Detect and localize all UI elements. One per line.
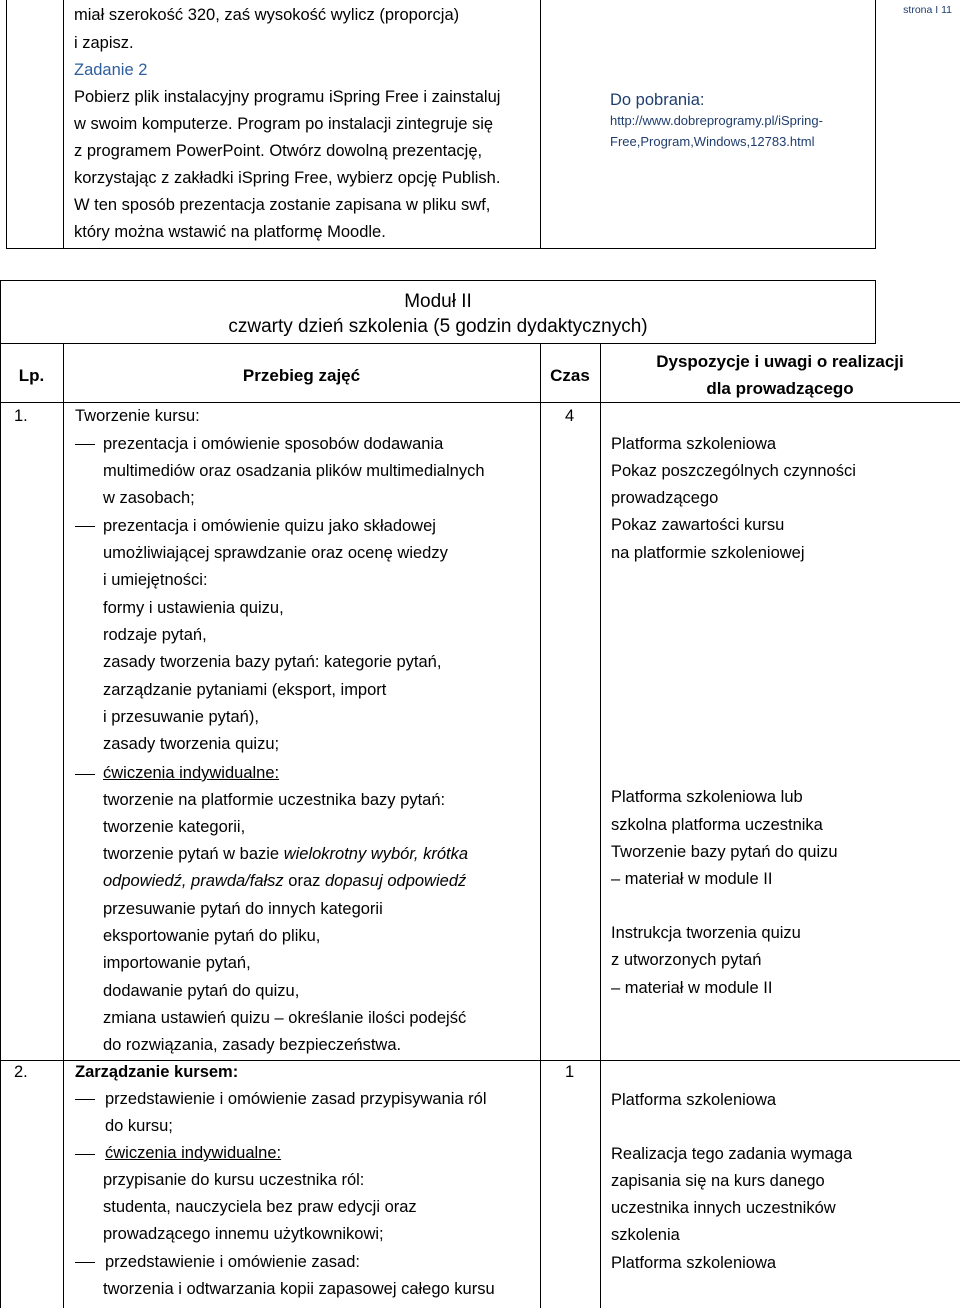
remark: Platforma szkoleniowa lub xyxy=(611,788,803,806)
list-item: przypisanie do kursu uczestnika ról: xyxy=(103,1171,365,1189)
list-item: tworzenie na platformie uczestnika bazy pytań: xyxy=(103,791,446,809)
list-item: eksportowanie pytań do pliku, xyxy=(103,927,321,945)
duration: 1 xyxy=(565,1063,575,1081)
remark: Platforma szkoleniowa xyxy=(611,1254,777,1272)
list-item: multimediów oraz osadzania plików multimedialnych xyxy=(103,462,485,480)
top-text-line: Pobierz plik instalacyjny programu iSpring Free i zainstaluj xyxy=(74,88,501,106)
top-text-line: i zapisz. xyxy=(74,34,134,52)
remark: Realizacja tego zadania wymaga xyxy=(611,1145,853,1163)
exercises-heading: ćwiczenia indywidualne: xyxy=(103,764,280,782)
list-item: formy i ustawienia quizu, xyxy=(103,599,284,617)
header-przebieg: Przebieg zajęć xyxy=(242,366,361,385)
dash-bullet xyxy=(75,444,95,445)
remark: szkolenia xyxy=(611,1226,680,1244)
row-number: 1. xyxy=(14,407,28,425)
top-text-line: korzystając z zakładki iSpring Free, wybierz opcję Publish. xyxy=(74,169,501,187)
dash-bullet xyxy=(75,526,95,527)
top-text-line: miał szerokość 320, zaś wysokość wylicz (proporcja) xyxy=(74,6,460,24)
remark: Platforma szkoleniowa xyxy=(611,1091,777,1109)
row-number: 2. xyxy=(14,1063,28,1081)
top-text-line: W ten sposób prezentacja zostanie zapisana w pliku swf, xyxy=(74,196,491,214)
list-item: zasady tworzenia bazy pytań: kategorie pytań, xyxy=(103,653,442,671)
dash-bullet xyxy=(75,1262,95,1263)
download-link[interactable]: http://www.dobreprogramy.pl/iSpring- xyxy=(610,113,823,128)
list-item: prowadzącego innemu użytkownikowi; xyxy=(103,1225,384,1243)
list-item: tworzenie kategorii, xyxy=(103,818,246,836)
list-item: dodawanie pytań do quizu, xyxy=(103,982,300,1000)
section-title: Tworzenie kursu: xyxy=(75,407,200,425)
task-heading: Zadanie 2 xyxy=(74,61,148,79)
list-item: zasady tworzenia quizu; xyxy=(103,735,280,753)
module-subtitle: czwarty dzień szkolenia (5 godzin dydaktycznych) xyxy=(228,316,648,337)
remark: szkolna platforma uczestnika xyxy=(611,816,823,834)
duration: 4 xyxy=(565,407,575,425)
remark: – materiał w module II xyxy=(611,870,773,888)
download-label: Do pobrania: xyxy=(610,91,705,109)
list-item: do kursu; xyxy=(105,1117,173,1135)
dash-bullet xyxy=(75,1154,95,1155)
header-dyspozycje: Dyspozycje i uwagi o realizacji xyxy=(656,352,904,371)
header-czas: Czas xyxy=(550,366,590,385)
remark: Platforma szkoleniowa xyxy=(611,435,777,453)
remark: Pokaz zawartości kursu xyxy=(611,516,785,534)
remark: – materiał w module II xyxy=(611,979,773,997)
dash-bullet xyxy=(75,1099,95,1100)
top-text-line: z programem PowerPoint. Otwórz dowolną prezentację, xyxy=(74,142,483,160)
list-item: importowanie pytań, xyxy=(103,954,251,972)
text-span-italic: odpowiedź, prawda/fałsz xyxy=(103,872,284,890)
list-item xyxy=(103,841,468,868)
remark: z utworzonych pytań xyxy=(611,951,762,969)
list-item: do rozwiązania, zasady bezpieczeństwa. xyxy=(103,1036,402,1054)
module-title: Moduł II xyxy=(404,291,472,312)
top-text-line: który można wstawić na platformę Moodle. xyxy=(74,223,386,241)
text-span: oraz xyxy=(283,872,325,890)
exercises-heading: ćwiczenia indywidualne: xyxy=(105,1144,282,1162)
page-number: strona I 11 xyxy=(903,4,952,16)
remark: Tworzenie bazy pytań do quizu xyxy=(611,843,838,861)
list-item: i przesuwanie pytań), xyxy=(103,708,259,726)
remark: Instrukcja tworzenia quizu xyxy=(611,924,801,942)
remark: zapisania się na kurs danego xyxy=(611,1172,825,1190)
top-text-line: w swoim komputerze. Program po instalacji zintegruje się xyxy=(74,115,494,133)
list-item: prezentacja i omówienie quizu jako składowej xyxy=(103,517,436,535)
dash-bullet xyxy=(75,774,95,775)
list-item: tworzenia i odtwarzania kopii zapasowej całego kursu xyxy=(103,1280,495,1298)
list-item: przedstawienie i omówienie zasad: xyxy=(105,1253,360,1271)
list-item: prezentacja i omówienie sposobów dodawania xyxy=(103,435,444,453)
section-title: Zarządzanie kursem: xyxy=(75,1063,239,1081)
header-lp: Lp. xyxy=(18,366,45,385)
remark: na platformie szkoleniowej xyxy=(611,544,805,562)
text-span-italic: dopasuj odpowiedź xyxy=(324,872,467,890)
header-dyspozycje: dla prowadzącego xyxy=(706,379,854,398)
text-span-italic: wielokrotny wybór, krótka xyxy=(283,845,469,863)
download-link[interactable]: Free,Program,Windows,12783.html xyxy=(610,134,815,149)
list-item: w zasobach; xyxy=(103,489,195,507)
list-item: zarządzanie pytaniami (eksport, import xyxy=(103,681,387,699)
list-item: przedstawienie i omówienie zasad przypisywania ról xyxy=(105,1090,487,1108)
list-item: umożliwiającej sprawdzanie oraz ocenę wiedzy xyxy=(103,544,448,562)
list-item: i umiejętności: xyxy=(103,571,208,589)
list-item: studenta, nauczyciela bez praw edycji oraz xyxy=(103,1198,417,1216)
remark: prowadzącego xyxy=(611,489,719,507)
list-item xyxy=(103,868,466,895)
list-item: rodzaje pytań, xyxy=(103,626,207,644)
list-item: zmiana ustawień quizu – określanie ilości podejść xyxy=(103,1009,467,1027)
remark: Pokaz poszczególnych czynności xyxy=(611,462,856,480)
text-span: tworzenie pytań w bazie xyxy=(103,845,284,863)
list-item: przesuwanie pytań do innych kategorii xyxy=(103,900,383,918)
remark: uczestnika innych uczestników xyxy=(611,1199,836,1217)
